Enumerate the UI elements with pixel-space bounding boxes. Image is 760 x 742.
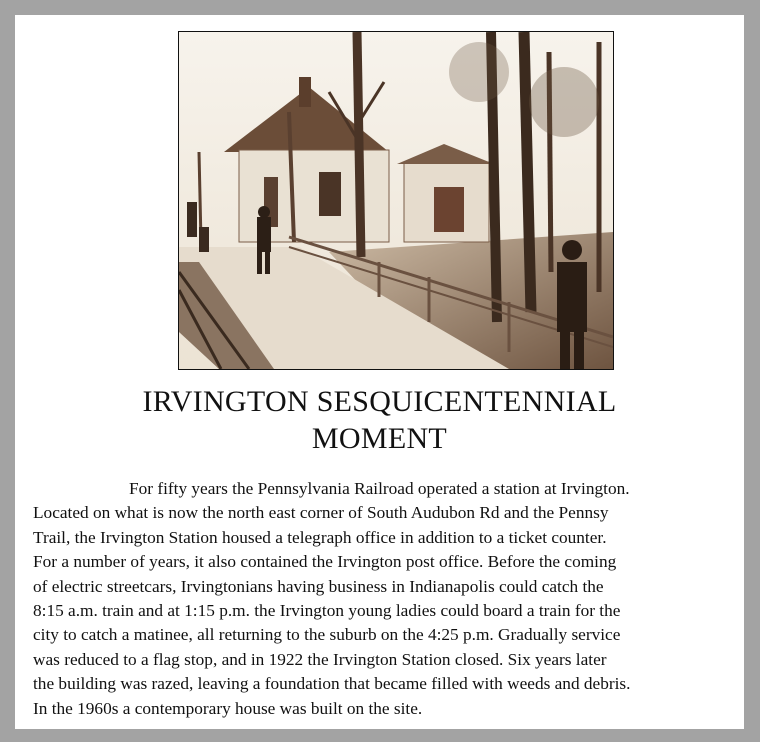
article-body xyxy=(33,477,733,721)
title-line-1: IRVINGTON SESQUICENTENNIAL xyxy=(142,385,617,418)
title-line-2: MOMENT xyxy=(311,422,448,455)
historic-station-photo xyxy=(178,31,614,370)
body-line: 8:15 a.m. train and at 1:15 p.m. the Irvington young ladies could board a train for the xyxy=(33,601,621,621)
body-line: For fifty years the Pennsylvania Railroad operated a station at Irvington. xyxy=(129,479,630,498)
body-line: the building was razed, leaving a foundation that became filled with weeds and debris. xyxy=(33,674,631,694)
body-line: of electric streetcars, Irvingtonians having business in Indianapolis could catch the xyxy=(33,576,604,596)
body-line: city to catch a matinee, all returning to the suburb on the 4:25 p.m. Gradually service xyxy=(33,625,621,645)
article-card xyxy=(15,15,744,729)
body-line: Located on what is now the north east corner of South Audubon Rd and the Pennsy xyxy=(33,503,609,523)
body-line: Trail, the Irvington Station housed a telegraph office in addition to a ticket counter. xyxy=(33,527,607,547)
page-title xyxy=(15,383,744,457)
body-line: For a number of years, it also contained the Irvington post office. Before the coming xyxy=(33,552,617,572)
body-line: In the 1960s a contemporary house was built on the site. xyxy=(33,698,423,718)
body-line: was reduced to a flag stop, and in 1922 the Irvington Station closed. Six years later xyxy=(33,649,607,669)
